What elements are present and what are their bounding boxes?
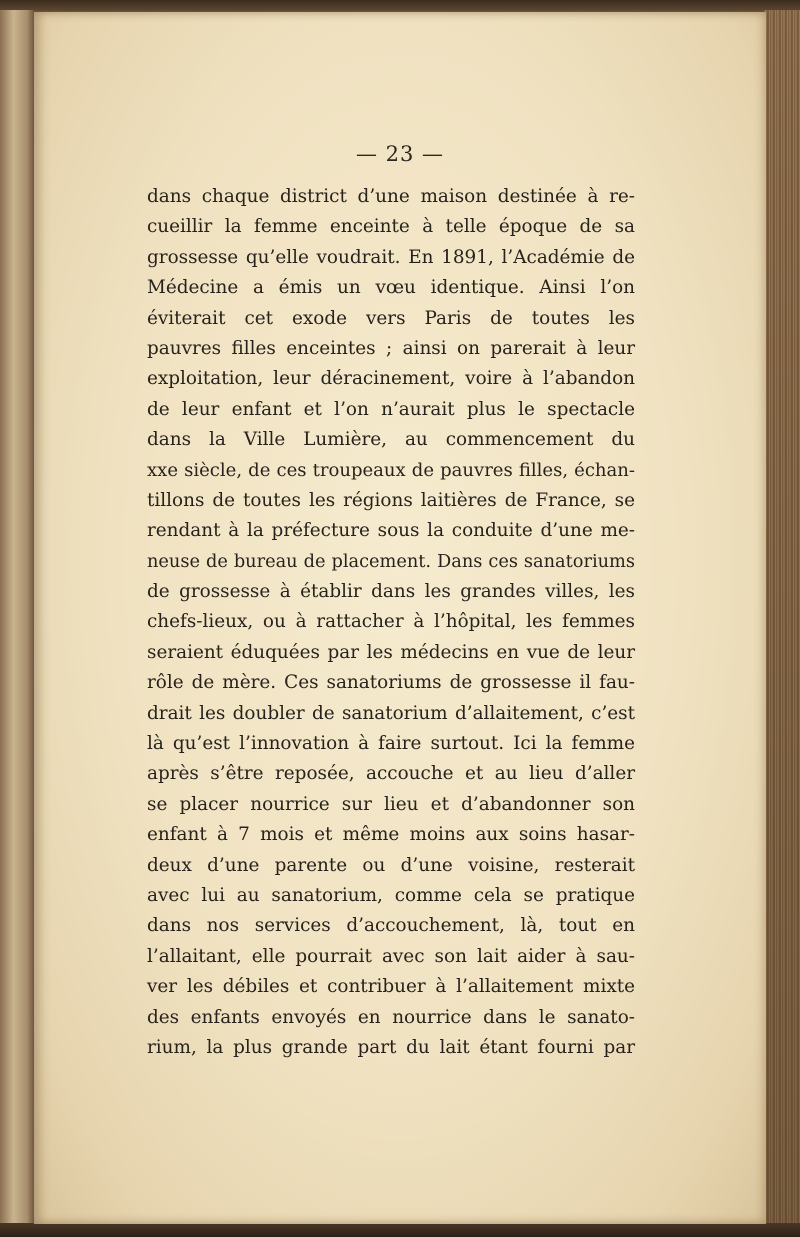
text-line: de grossesse à établir dans les grandes villes, les — [147, 581, 635, 603]
body-text — [147, 182, 635, 1063]
text-line: dans nos services d’accouchement, là, tout en — [147, 915, 635, 937]
text-line: xxe siècle, de ces troupeaux de pauvres filles, échan- — [147, 459, 635, 481]
text-line: rendant à la préfecture sous la conduite d’une me- — [147, 520, 635, 542]
text-line: neuse de bureau de placement. Dans ces sanatoriums — [147, 551, 635, 572]
page-number: — 23 — — [355, 142, 445, 166]
text-line: grossesse qu’elle voudrait. En 1891, l’Académie de — [147, 246, 635, 268]
text-line: drait les doubler de sanatorium d’allaitement, c’est — [147, 702, 635, 724]
text-line: l’allaitant, elle pourrait avec son lait aider à sau- — [147, 945, 635, 967]
text-line: après s’être reposée, accouche et au lieu d’aller — [147, 763, 635, 785]
text-line: ver les débiles et contribuer à l’allaitement mixte — [147, 976, 635, 998]
text-line: cueillir la femme enceinte à telle époque de sa — [147, 216, 635, 238]
text-line: des enfants envoyés en nourrice dans le sanato- — [147, 1006, 635, 1028]
text-line: exploitation, leur déracinement, voire à l’abandon — [147, 368, 635, 390]
text-line: enfant à 7 mois et même moins aux soins hasar- — [147, 824, 635, 846]
page-stack-edge — [764, 10, 800, 1227]
book-page — [34, 12, 766, 1224]
text-line: tillons de toutes les régions laitières de France, se — [147, 489, 635, 511]
text-line: éviterait cet exode vers Paris de toutes les — [147, 307, 635, 329]
text-line: là qu’est l’innovation à faire surtout. Ici la femme — [147, 733, 635, 755]
book-bottom-edge — [0, 1223, 800, 1237]
text-line: Médecine a émis un vœu identique. Ainsi l’on — [147, 277, 635, 299]
text-line: avec lui au sanatorium, comme cela se pratique — [147, 884, 635, 906]
facing-page-margin — [0, 10, 34, 1230]
text-line: seraient éduquées par les médecins en vue de leur — [147, 641, 635, 663]
text-line: de leur enfant et l’on n’aurait plus le spectacle — [147, 398, 635, 420]
text-line: pauvres filles enceintes ; ainsi on parerait à leur — [147, 337, 635, 359]
text-line: chefs-lieux, ou à rattacher à l’hôpital, les femmes — [147, 611, 635, 633]
text-line: se placer nourrice sur lieu et d’abandonner son — [147, 793, 635, 815]
text-line: dans la Ville Lumière, au commencement du — [147, 429, 635, 451]
text-line: dans chaque district d’une maison destinée à re- — [147, 186, 635, 207]
text-line: rôle de mère. Ces sanatoriums de grossesse il fau- — [147, 672, 635, 694]
text-line: deux d’une parente ou d’une voisine, resterait — [147, 854, 635, 876]
text-line: rium, la plus grande part du lait étant fourni par — [147, 1036, 635, 1058]
